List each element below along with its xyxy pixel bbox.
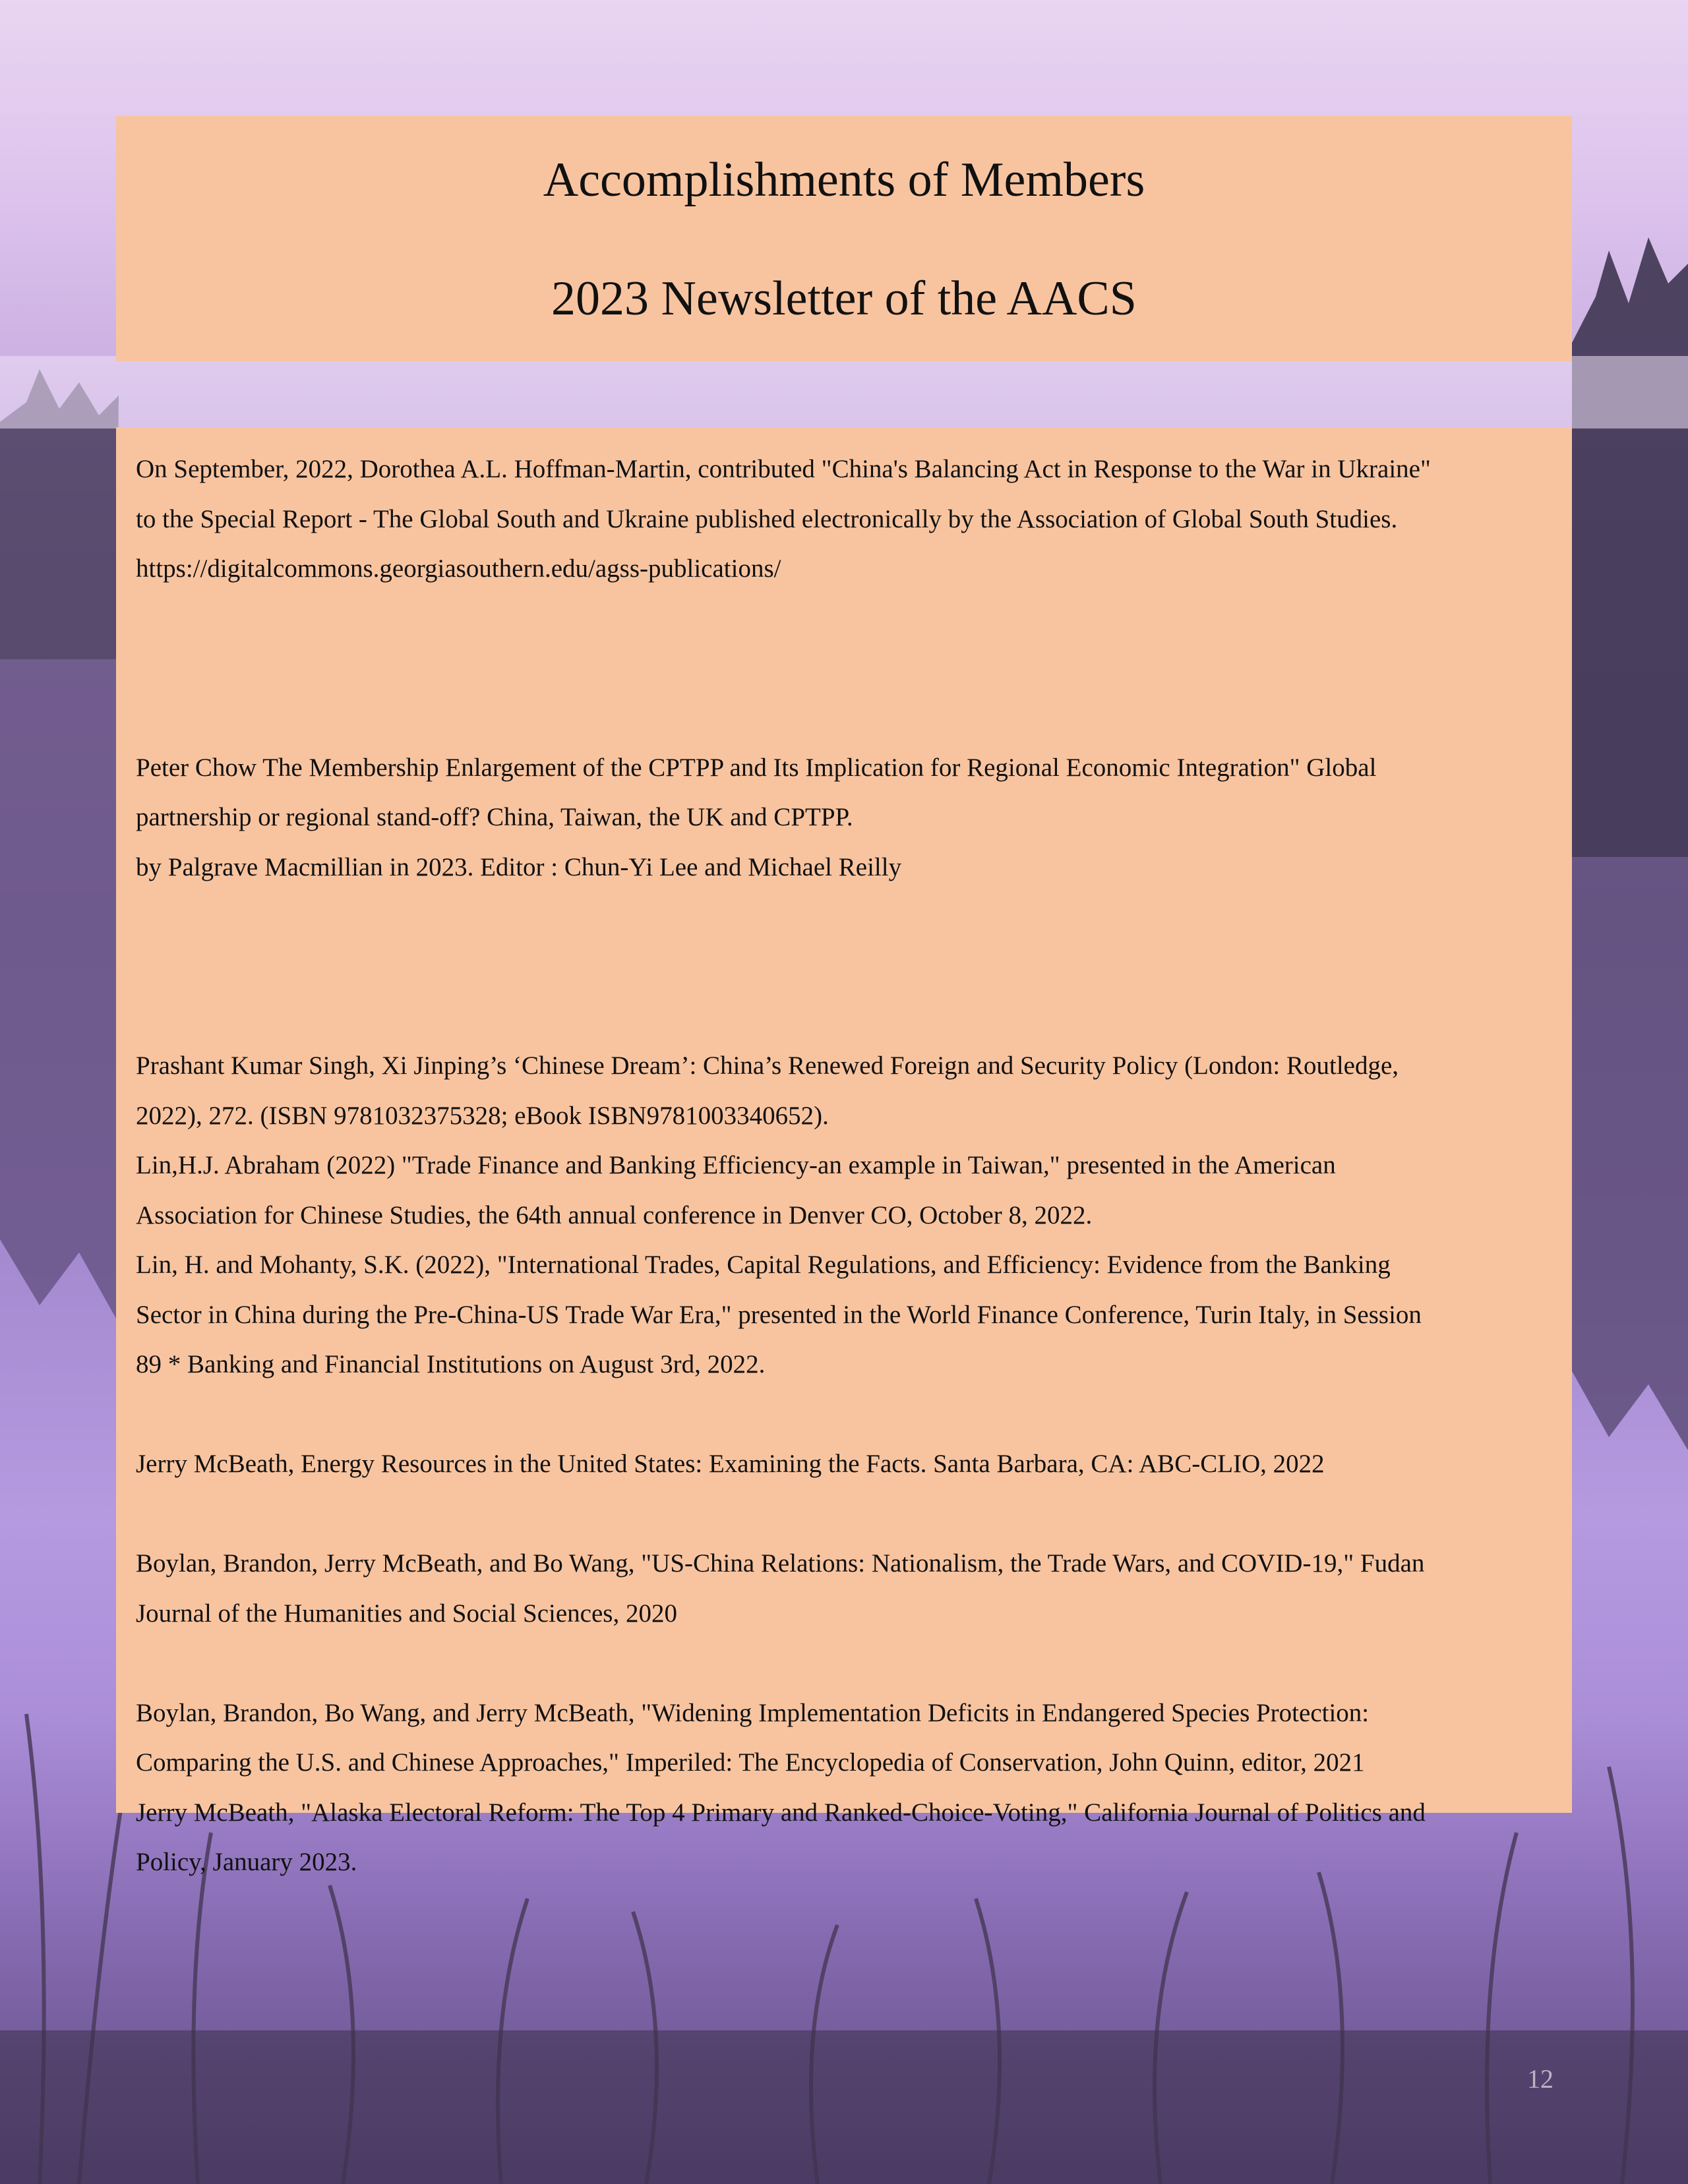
entry-boylan-us-china xyxy=(136,1539,1552,1638)
entry-line: Association for Chinese Studies, the 64th annual conference in Denver CO, October 8, 2022. xyxy=(136,1200,1093,1229)
entry-line: 89 * Banking and Financial Institutions on August 3rd, 2022. xyxy=(136,1350,766,1378)
page-number: 12 xyxy=(1527,2064,1553,2094)
entry-line: Lin, H. and Mohanty, S.K. (2022), "International Trades, Capital Regulations, and Efficiency: Evidence from the Banking xyxy=(136,1251,1391,1279)
entry-line: Prashant Kumar Singh, Xi Jinping’s ‘Chinese Dream’: China’s Renewed Foreign and Security Policy (London: Routledge, xyxy=(136,1051,1399,1080)
entry-line: On September, 2022, Dorothea A.L. Hoffman-Martin, contributed "China's Balancing Act in Response to the War in Ukraine" xyxy=(136,455,1431,483)
entry-line: Policy, January 2023. xyxy=(136,1848,357,1876)
entry-line: Boylan, Brandon, Jerry McBeath, and Bo Wang, "US-China Relations: Nationalism, the Trade Wars, and COVID-19," Fudan xyxy=(136,1549,1425,1578)
title-banner xyxy=(116,116,1572,361)
entry-line: 2022), 272. (ISBN 9781032375328; eBook ISBN9781003340652). xyxy=(136,1101,829,1130)
entry-link[interactable]: https://digitalcommons.georgiasouthern.edu/agss-publications/ xyxy=(136,554,781,583)
entry-line: Journal of the Humanities and Social Sciences, 2020 xyxy=(136,1599,677,1628)
entry-mcbeath-energy xyxy=(136,1439,1552,1489)
entry-chow xyxy=(136,743,1552,893)
mist-band xyxy=(0,356,1688,428)
entry-line: Comparing the U.S. and Chinese Approaches," Imperiled: The Encyclopedia of Conservation, John Quinn, editor, 2021 xyxy=(136,1748,1365,1777)
entry-line: partnership or regional stand-off? China, Taiwan, the UK and CPTPP. xyxy=(136,803,853,831)
entry-line: Jerry McBeath, Energy Resources in the United States: Examining the Facts. Santa Barbara, CA: ABC-CLIO, 2022 xyxy=(136,1450,1325,1478)
entry-boylan-species xyxy=(136,1688,1552,1887)
page-subtitle: 2023 Newsletter of the AACS xyxy=(551,272,1137,326)
entry-line: Sector in China during the Pre-China-US Trade War Era," presented in the World Finance Conference, Turin Italy, in Session xyxy=(136,1300,1422,1329)
entry-line: to the Special Report - The Global South and Ukraine published electronically by the Association of Global South Studies. xyxy=(136,504,1398,533)
treeline-right xyxy=(1572,237,1688,857)
entry-line: by Palgrave Macmillian in 2023. Editor : Chun-Yi Lee and Michael Reilly xyxy=(136,852,902,881)
foreground-brush xyxy=(0,2030,1688,2184)
entry-line: Boylan, Brandon, Bo Wang, and Jerry McBeath, "Widening Implementation Deficits in Endangered Species Protection: xyxy=(136,1698,1370,1727)
entry-singh-lin xyxy=(136,1041,1552,1390)
reflection-right xyxy=(1572,857,1688,1450)
page-title: Accomplishments of Members xyxy=(543,153,1145,207)
entry-line: Lin,H.J. Abraham (2022) "Trade Finance and Banking Efficiency-an example in Taiwan," presented in the American xyxy=(136,1151,1336,1179)
reflection-left xyxy=(0,659,116,1318)
accomplishments-list xyxy=(116,427,1572,1876)
entry-hoffman-martin xyxy=(136,444,1552,594)
entry-line: Jerry McBeath, "Alaska Electoral Reform: The Top 4 Primary and Ranked-Choice-Voting," California Journal of Politics and xyxy=(136,1798,1426,1827)
entry-line: Peter Chow The Membership Enlargement of the CPTPP and Its Implication for Regional Economic Integration" Global xyxy=(136,753,1377,782)
